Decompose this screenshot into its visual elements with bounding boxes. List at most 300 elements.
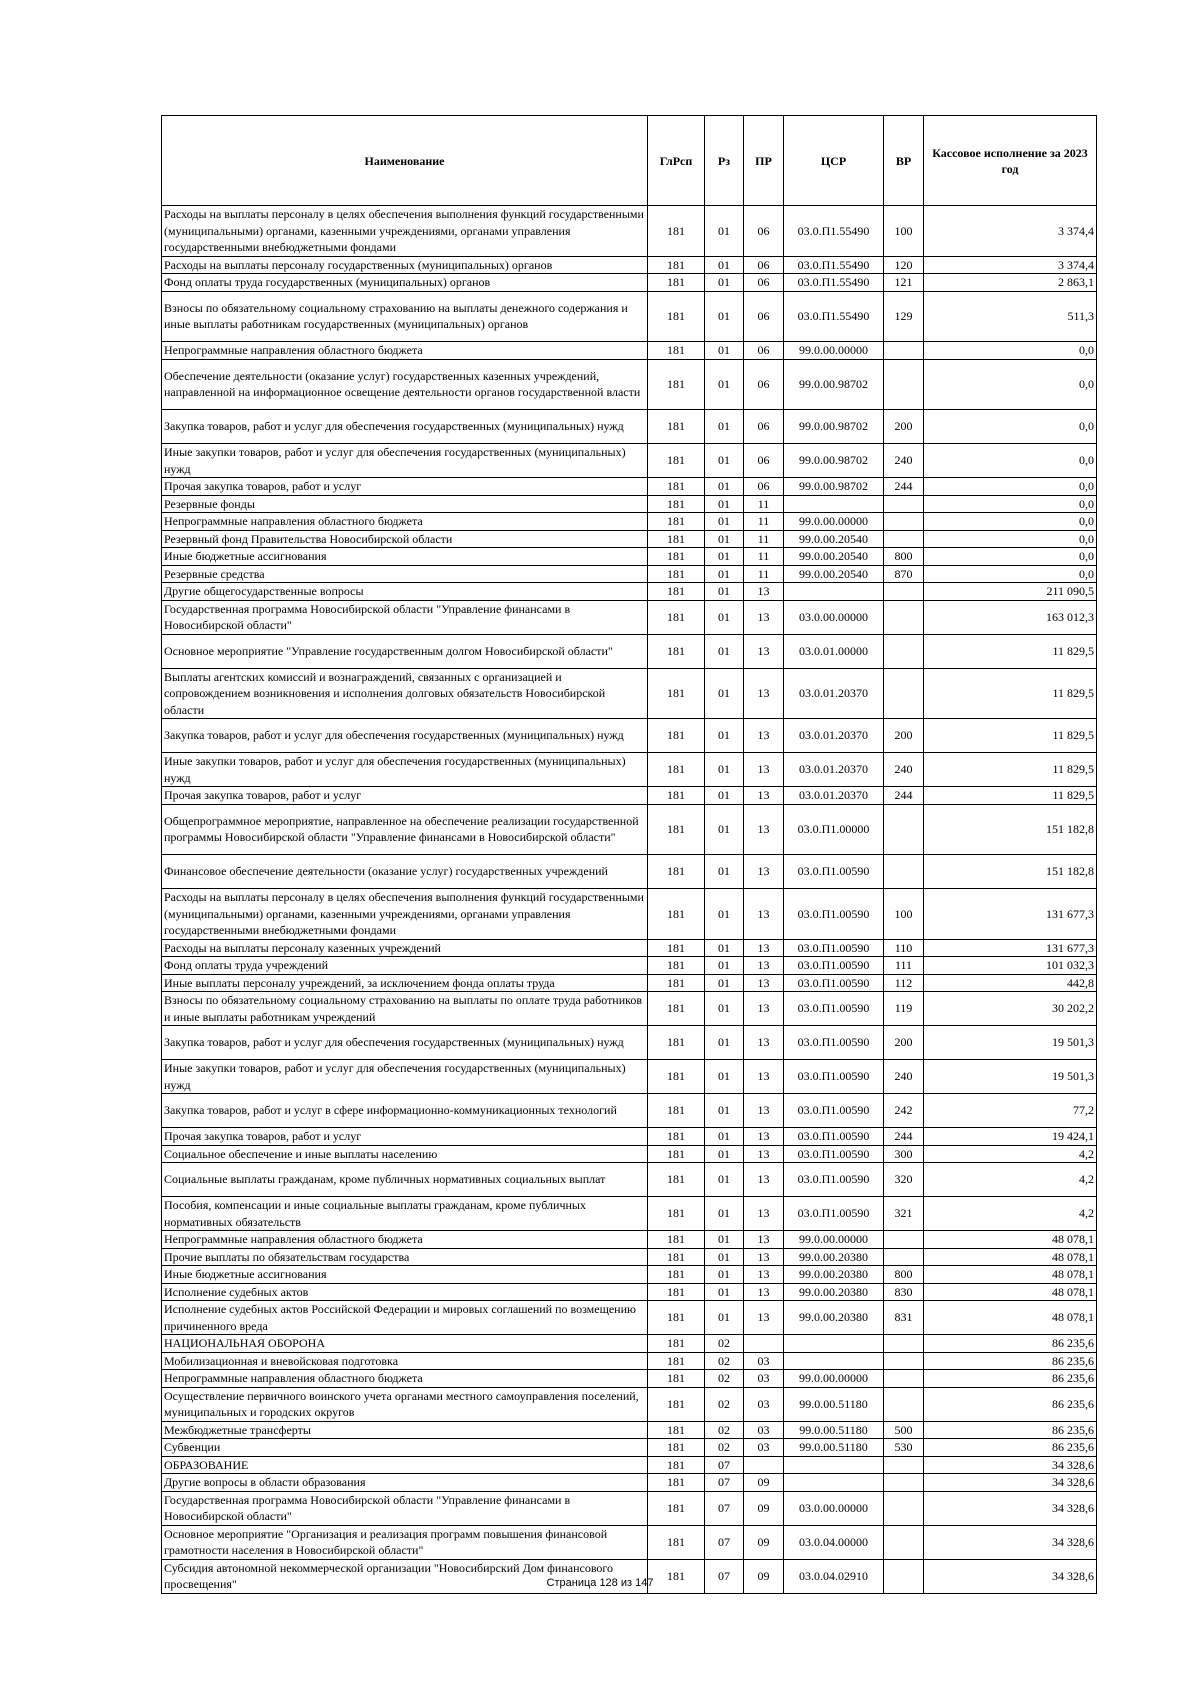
table-row: [162, 1128, 1097, 1146]
cell-amount: 48 078,1: [924, 1301, 1097, 1335]
cell-amount: 0,0: [924, 410, 1097, 444]
cell-vr: 500: [884, 1421, 924, 1439]
cell-vr: [884, 855, 924, 889]
cell-csr: 03.0.П1.00590: [784, 974, 884, 992]
cell-glrsp: 181: [648, 1145, 705, 1163]
cell-glrsp: 181: [648, 495, 705, 513]
cell-glrsp: 181: [648, 787, 705, 805]
cell-glrsp: 181: [648, 1301, 705, 1335]
cell-rz: 01: [705, 583, 744, 601]
cell-rz: 01: [705, 974, 744, 992]
table-row: [162, 548, 1097, 566]
cell-rz: 01: [705, 1248, 744, 1266]
cell-rz: 01: [705, 444, 744, 478]
cell-name: Пособия, компенсации и иные социальные выплаты гражданам, кроме публичных нормативных обязательств: [162, 1197, 648, 1231]
cell-glrsp: 181: [648, 256, 705, 274]
table-row: [162, 634, 1097, 668]
cell-amount: 11 829,5: [924, 719, 1097, 753]
table-row: [162, 719, 1097, 753]
header-name: Наименование: [162, 116, 648, 206]
cell-amount: 0,0: [924, 444, 1097, 478]
cell-csr: [784, 1335, 884, 1353]
cell-csr: 03.0.П1.55490: [784, 206, 884, 257]
cell-glrsp: 181: [648, 1491, 705, 1525]
table-row: [162, 291, 1097, 342]
cell-glrsp: 181: [648, 565, 705, 583]
cell-pr: 13: [744, 668, 784, 719]
header-vr: ВР: [884, 116, 924, 206]
table-row: [162, 974, 1097, 992]
cell-rz: 01: [705, 939, 744, 957]
cell-glrsp: 181: [648, 1474, 705, 1492]
cell-pr: 03: [744, 1439, 784, 1457]
cell-pr: 03: [744, 1421, 784, 1439]
cell-name: Непрограммные направления областного бюджета: [162, 1370, 648, 1388]
cell-csr: 03.0.01.20370: [784, 787, 884, 805]
cell-rz: 01: [705, 513, 744, 531]
cell-amount: 211 090,5: [924, 583, 1097, 601]
cell-pr: [744, 1456, 784, 1474]
table-row: [162, 1060, 1097, 1094]
cell-csr: 99.0.00.98702: [784, 359, 884, 410]
cell-name: Иные закупки товаров, работ и услуг для обеспечения государственных (муниципальных) нужд: [162, 444, 648, 478]
cell-vr: 870: [884, 565, 924, 583]
table-row: [162, 1266, 1097, 1284]
cell-pr: 11: [744, 565, 784, 583]
cell-rz: 02: [705, 1421, 744, 1439]
cell-glrsp: 181: [648, 206, 705, 257]
cell-name: Общепрограммное мероприятие, направленное на обеспечение реализации государственной программы Новосибирской области "Управление финансами в Новосибирской области": [162, 804, 648, 855]
table-row: [162, 1387, 1097, 1421]
cell-rz: 01: [705, 719, 744, 753]
cell-csr: 99.0.00.00000: [784, 1231, 884, 1249]
cell-name: Резервные фонды: [162, 495, 648, 513]
cell-name: Государственная программа Новосибирской области "Управление финансами в Новосибирской области": [162, 1491, 648, 1525]
cell-rz: 01: [705, 855, 744, 889]
cell-glrsp: 181: [648, 1094, 705, 1128]
cell-name: Взносы по обязательному социальному страхованию на выплаты по оплате труда работников и иные выплаты работникам учреждений: [162, 992, 648, 1026]
cell-pr: 13: [744, 600, 784, 634]
cell-name: Закупка товаров, работ и услуг для обеспечения государственных (муниципальных) нужд: [162, 410, 648, 444]
cell-rz: 01: [705, 668, 744, 719]
table-row: [162, 359, 1097, 410]
cell-rz: 02: [705, 1370, 744, 1388]
cell-csr: 03.0.П1.00590: [784, 1026, 884, 1060]
cell-vr: 200: [884, 410, 924, 444]
cell-csr: 99.0.00.20380: [784, 1283, 884, 1301]
cell-rz: 01: [705, 342, 744, 360]
cell-glrsp: 181: [648, 359, 705, 410]
cell-amount: 34 328,6: [924, 1525, 1097, 1559]
cell-name: Другие общегосударственные вопросы: [162, 583, 648, 601]
header-pr: ПР: [744, 116, 784, 206]
cell-pr: 13: [744, 1128, 784, 1146]
cell-pr: 06: [744, 478, 784, 496]
cell-glrsp: 181: [648, 1559, 705, 1593]
cell-rz: 01: [705, 478, 744, 496]
cell-vr: 800: [884, 548, 924, 566]
cell-csr: 03.0.П1.00590: [784, 1163, 884, 1197]
table-row: [162, 1474, 1097, 1492]
cell-pr: 06: [744, 342, 784, 360]
cell-vr: 831: [884, 1301, 924, 1335]
table-row: [162, 444, 1097, 478]
cell-csr: 03.0.П1.55490: [784, 274, 884, 292]
cell-amount: 34 328,6: [924, 1474, 1097, 1492]
cell-pr: 06: [744, 444, 784, 478]
cell-rz: 01: [705, 1197, 744, 1231]
cell-amount: 77,2: [924, 1094, 1097, 1128]
cell-csr: 99.0.00.00000: [784, 513, 884, 531]
cell-name: Государственная программа Новосибирской области "Управление финансами в Новосибирской области": [162, 600, 648, 634]
cell-glrsp: 181: [648, 634, 705, 668]
table-row: [162, 1163, 1097, 1197]
cell-csr: 03.0.01.20370: [784, 753, 884, 787]
cell-csr: 99.0.00.20380: [784, 1301, 884, 1335]
cell-vr: [884, 1370, 924, 1388]
table-row: [162, 1456, 1097, 1474]
cell-vr: 240: [884, 753, 924, 787]
cell-amount: 19 501,3: [924, 1026, 1097, 1060]
cell-name: Мобилизационная и вневойсковая подготовка: [162, 1352, 648, 1370]
cell-amount: 151 182,8: [924, 855, 1097, 889]
cell-amount: 11 829,5: [924, 753, 1097, 787]
cell-csr: 99.0.00.20380: [784, 1248, 884, 1266]
cell-name: Социальное обеспечение и иные выплаты населению: [162, 1145, 648, 1163]
cell-vr: [884, 1352, 924, 1370]
cell-csr: 03.0.00.00000: [784, 600, 884, 634]
cell-vr: [884, 1387, 924, 1421]
cell-csr: 03.0.04.00000: [784, 1525, 884, 1559]
cell-pr: 03: [744, 1352, 784, 1370]
cell-csr: 99.0.00.98702: [784, 444, 884, 478]
cell-amount: 0,0: [924, 530, 1097, 548]
cell-glrsp: 181: [648, 1335, 705, 1353]
cell-glrsp: 181: [648, 274, 705, 292]
cell-csr: 03.0.П1.00590: [784, 992, 884, 1026]
cell-vr: [884, 513, 924, 531]
cell-name: Межбюджетные трансферты: [162, 1421, 648, 1439]
cell-glrsp: 181: [648, 957, 705, 975]
cell-amount: 101 032,3: [924, 957, 1097, 975]
cell-glrsp: 181: [648, 1283, 705, 1301]
cell-pr: 13: [744, 583, 784, 601]
cell-glrsp: 181: [648, 583, 705, 601]
cell-pr: 13: [744, 1094, 784, 1128]
table-row: [162, 274, 1097, 292]
cell-glrsp: 181: [648, 889, 705, 940]
cell-pr: 13: [744, 939, 784, 957]
cell-glrsp: 181: [648, 1266, 705, 1284]
cell-amount: 30 202,2: [924, 992, 1097, 1026]
cell-name: Прочая закупка товаров, работ и услуг: [162, 787, 648, 805]
budget-table: [161, 115, 1097, 1594]
cell-name: Фонд оплаты труда учреждений: [162, 957, 648, 975]
table-row: [162, 1283, 1097, 1301]
cell-vr: [884, 600, 924, 634]
cell-vr: 110: [884, 939, 924, 957]
cell-amount: 19 501,3: [924, 1060, 1097, 1094]
table-row: [162, 889, 1097, 940]
cell-glrsp: 181: [648, 753, 705, 787]
cell-rz: 07: [705, 1525, 744, 1559]
cell-glrsp: 181: [648, 530, 705, 548]
cell-name: Закупка товаров, работ и услуг в сфере информационно-коммуникационных технологий: [162, 1094, 648, 1128]
table-row: [162, 1301, 1097, 1335]
cell-rz: 01: [705, 256, 744, 274]
cell-pr: 11: [744, 530, 784, 548]
cell-amount: 86 235,6: [924, 1439, 1097, 1457]
cell-amount: 131 677,3: [924, 939, 1097, 957]
cell-pr: 11: [744, 548, 784, 566]
cell-name: Непрограммные направления областного бюджета: [162, 513, 648, 531]
cell-csr: 03.0.П1.00590: [784, 1128, 884, 1146]
cell-name: Выплаты агентских комиссий и вознаграждений, связанных с организацией и сопровождением возникновения и исполнения долговых обязательств Новосибирской области: [162, 668, 648, 719]
cell-amount: 151 182,8: [924, 804, 1097, 855]
cell-name: Финансовое обеспечение деятельности (оказание услуг) государственных учреждений: [162, 855, 648, 889]
cell-name: Непрограммные направления областного бюджета: [162, 1231, 648, 1249]
cell-vr: 240: [884, 444, 924, 478]
cell-name: Иные выплаты персоналу учреждений, за исключением фонда оплаты труда: [162, 974, 648, 992]
cell-rz: 01: [705, 753, 744, 787]
table-row: [162, 1421, 1097, 1439]
cell-glrsp: 181: [648, 478, 705, 496]
cell-rz: 07: [705, 1491, 744, 1525]
cell-vr: 300: [884, 1145, 924, 1163]
cell-pr: 13: [744, 1301, 784, 1335]
cell-vr: [884, 1231, 924, 1249]
cell-csr: 99.0.00.98702: [784, 478, 884, 496]
cell-pr: 03: [744, 1370, 784, 1388]
cell-amount: 11 829,5: [924, 787, 1097, 805]
cell-csr: 03.0.01.20370: [784, 719, 884, 753]
cell-glrsp: 181: [648, 1456, 705, 1474]
cell-vr: 100: [884, 889, 924, 940]
table-row: [162, 787, 1097, 805]
table-row: [162, 804, 1097, 855]
cell-amount: 3 374,4: [924, 256, 1097, 274]
cell-pr: 13: [744, 1145, 784, 1163]
cell-csr: [784, 495, 884, 513]
cell-csr: [784, 583, 884, 601]
cell-rz: 01: [705, 530, 744, 548]
cell-pr: 13: [744, 889, 784, 940]
cell-vr: 244: [884, 478, 924, 496]
cell-glrsp: 181: [648, 291, 705, 342]
table-row: [162, 342, 1097, 360]
cell-amount: 11 829,5: [924, 668, 1097, 719]
cell-vr: 121: [884, 274, 924, 292]
cell-amount: 34 328,6: [924, 1456, 1097, 1474]
cell-rz: 01: [705, 1145, 744, 1163]
cell-glrsp: 181: [648, 1197, 705, 1231]
table-row: [162, 1491, 1097, 1525]
cell-amount: 34 328,6: [924, 1559, 1097, 1593]
cell-csr: 99.0.00.51180: [784, 1387, 884, 1421]
table-body: [162, 206, 1097, 1594]
cell-name: Иные закупки товаров, работ и услуг для обеспечения государственных (муниципальных) нужд: [162, 1060, 648, 1094]
cell-name: Расходы на выплаты персоналу в целях обеспечения выполнения функций государственными (муниципальными) органами, казенными учреждениями, органами управления государственными внебюджетными фондами: [162, 206, 648, 257]
cell-glrsp: 181: [648, 1439, 705, 1457]
cell-amount: 0,0: [924, 513, 1097, 531]
cell-csr: [784, 1474, 884, 1492]
cell-pr: 13: [744, 787, 784, 805]
cell-name: Непрограммные направления областного бюджета: [162, 342, 648, 360]
cell-rz: 02: [705, 1352, 744, 1370]
cell-amount: 86 235,6: [924, 1335, 1097, 1353]
page-footer: Страница 128 из 147: [546, 1577, 654, 1589]
cell-glrsp: 181: [648, 1421, 705, 1439]
cell-name: Закупка товаров, работ и услуг для обеспечения государственных (муниципальных) нужд: [162, 719, 648, 753]
cell-name: Прочие выплаты по обязательствам государства: [162, 1248, 648, 1266]
cell-name: Социальные выплаты гражданам, кроме публичных нормативных социальных выплат: [162, 1163, 648, 1197]
cell-glrsp: 181: [648, 1352, 705, 1370]
cell-pr: 06: [744, 256, 784, 274]
cell-glrsp: 181: [648, 444, 705, 478]
cell-rz: 01: [705, 634, 744, 668]
cell-rz: 01: [705, 1231, 744, 1249]
cell-vr: [884, 1525, 924, 1559]
cell-amount: 86 235,6: [924, 1421, 1097, 1439]
table-row: [162, 668, 1097, 719]
cell-amount: 19 424,1: [924, 1128, 1097, 1146]
cell-amount: 442,8: [924, 974, 1097, 992]
cell-rz: 01: [705, 1163, 744, 1197]
cell-glrsp: 181: [648, 1128, 705, 1146]
cell-glrsp: 181: [648, 548, 705, 566]
cell-glrsp: 181: [648, 410, 705, 444]
cell-name: НАЦИОНАЛЬНАЯ ОБОРОНА: [162, 1335, 648, 1353]
cell-glrsp: 181: [648, 855, 705, 889]
cell-name: Фонд оплаты труда государственных (муниципальных) органов: [162, 274, 648, 292]
cell-csr: 03.0.П1.00590: [784, 1094, 884, 1128]
cell-csr: 03.0.01.20370: [784, 668, 884, 719]
cell-rz: 01: [705, 889, 744, 940]
cell-amount: 3 374,4: [924, 206, 1097, 257]
cell-name: ОБРАЗОВАНИЕ: [162, 1456, 648, 1474]
table-row: [162, 992, 1097, 1026]
cell-rz: 02: [705, 1387, 744, 1421]
cell-name: Расходы на выплаты персоналу государственных (муниципальных) органов: [162, 256, 648, 274]
cell-csr: 03.0.П1.00590: [784, 939, 884, 957]
cell-glrsp: 181: [648, 342, 705, 360]
cell-glrsp: 181: [648, 992, 705, 1026]
cell-amount: 511,3: [924, 291, 1097, 342]
cell-name: Основное мероприятие "Управление государственным долгом Новосибирской области": [162, 634, 648, 668]
cell-glrsp: 181: [648, 600, 705, 634]
cell-pr: 09: [744, 1559, 784, 1593]
cell-rz: 01: [705, 410, 744, 444]
cell-glrsp: 181: [648, 974, 705, 992]
cell-pr: 13: [744, 974, 784, 992]
cell-csr: 03.0.П1.55490: [784, 256, 884, 274]
cell-rz: 01: [705, 1283, 744, 1301]
cell-csr: [784, 1456, 884, 1474]
cell-amount: 0,0: [924, 359, 1097, 410]
cell-glrsp: 181: [648, 1026, 705, 1060]
table-row: [162, 1231, 1097, 1249]
cell-amount: 48 078,1: [924, 1283, 1097, 1301]
cell-amount: 4,2: [924, 1163, 1097, 1197]
cell-pr: 06: [744, 291, 784, 342]
table-row: [162, 855, 1097, 889]
table-row: [162, 410, 1097, 444]
header-glrsp: ГлРсп: [648, 116, 705, 206]
cell-name: Резервный фонд Правительства Новосибирской области: [162, 530, 648, 548]
cell-pr: 06: [744, 410, 784, 444]
cell-vr: 244: [884, 787, 924, 805]
cell-csr: 03.0.01.00000: [784, 634, 884, 668]
cell-rz: 01: [705, 565, 744, 583]
cell-glrsp: 181: [648, 513, 705, 531]
cell-rz: 01: [705, 206, 744, 257]
cell-csr: 03.0.П1.00000: [784, 804, 884, 855]
cell-rz: 01: [705, 957, 744, 975]
cell-amount: 86 235,6: [924, 1387, 1097, 1421]
table-row: [162, 495, 1097, 513]
cell-vr: 530: [884, 1439, 924, 1457]
cell-amount: 34 328,6: [924, 1491, 1097, 1525]
cell-pr: 09: [744, 1474, 784, 1492]
cell-rz: 01: [705, 274, 744, 292]
cell-rz: 01: [705, 548, 744, 566]
cell-name: Обеспечение деятельности (оказание услуг) государственных казенных учреждений, направленной на информационное освещение деятельности органов государственной власти: [162, 359, 648, 410]
cell-vr: 800: [884, 1266, 924, 1284]
table-row: [162, 478, 1097, 496]
cell-amount: 0,0: [924, 495, 1097, 513]
cell-vr: 321: [884, 1197, 924, 1231]
cell-amount: 4,2: [924, 1197, 1097, 1231]
table-row: [162, 1370, 1097, 1388]
table-row: [162, 1145, 1097, 1163]
cell-vr: 112: [884, 974, 924, 992]
cell-name: Другие вопросы в области образования: [162, 1474, 648, 1492]
cell-rz: 01: [705, 600, 744, 634]
cell-csr: 99.0.00.00000: [784, 342, 884, 360]
cell-csr: 99.0.00.20380: [784, 1266, 884, 1284]
table-row: [162, 957, 1097, 975]
cell-glrsp: 181: [648, 1370, 705, 1388]
cell-vr: [884, 342, 924, 360]
cell-amount: 86 235,6: [924, 1352, 1097, 1370]
cell-pr: 11: [744, 495, 784, 513]
header-rz: Рз: [705, 116, 744, 206]
cell-vr: 320: [884, 1163, 924, 1197]
cell-vr: [884, 1335, 924, 1353]
cell-rz: 07: [705, 1456, 744, 1474]
cell-name: Исполнение судебных актов: [162, 1283, 648, 1301]
cell-vr: 119: [884, 992, 924, 1026]
cell-amount: 11 829,5: [924, 634, 1097, 668]
cell-glrsp: 181: [648, 719, 705, 753]
cell-pr: 03: [744, 1387, 784, 1421]
cell-amount: 163 012,3: [924, 600, 1097, 634]
cell-rz: 01: [705, 1060, 744, 1094]
table-row: [162, 256, 1097, 274]
cell-rz: 01: [705, 291, 744, 342]
table-row: [162, 1197, 1097, 1231]
cell-pr: [744, 1335, 784, 1353]
cell-csr: 03.0.04.02910: [784, 1559, 884, 1593]
table-row: [162, 1094, 1097, 1128]
cell-amount: 0,0: [924, 548, 1097, 566]
cell-vr: [884, 804, 924, 855]
cell-rz: 07: [705, 1474, 744, 1492]
cell-csr: 03.0.00.00000: [784, 1491, 884, 1525]
cell-vr: [884, 1248, 924, 1266]
cell-name: Иные закупки товаров, работ и услуг для обеспечения государственных (муниципальных) нужд: [162, 753, 648, 787]
cell-name: Расходы на выплаты персоналу казенных учреждений: [162, 939, 648, 957]
